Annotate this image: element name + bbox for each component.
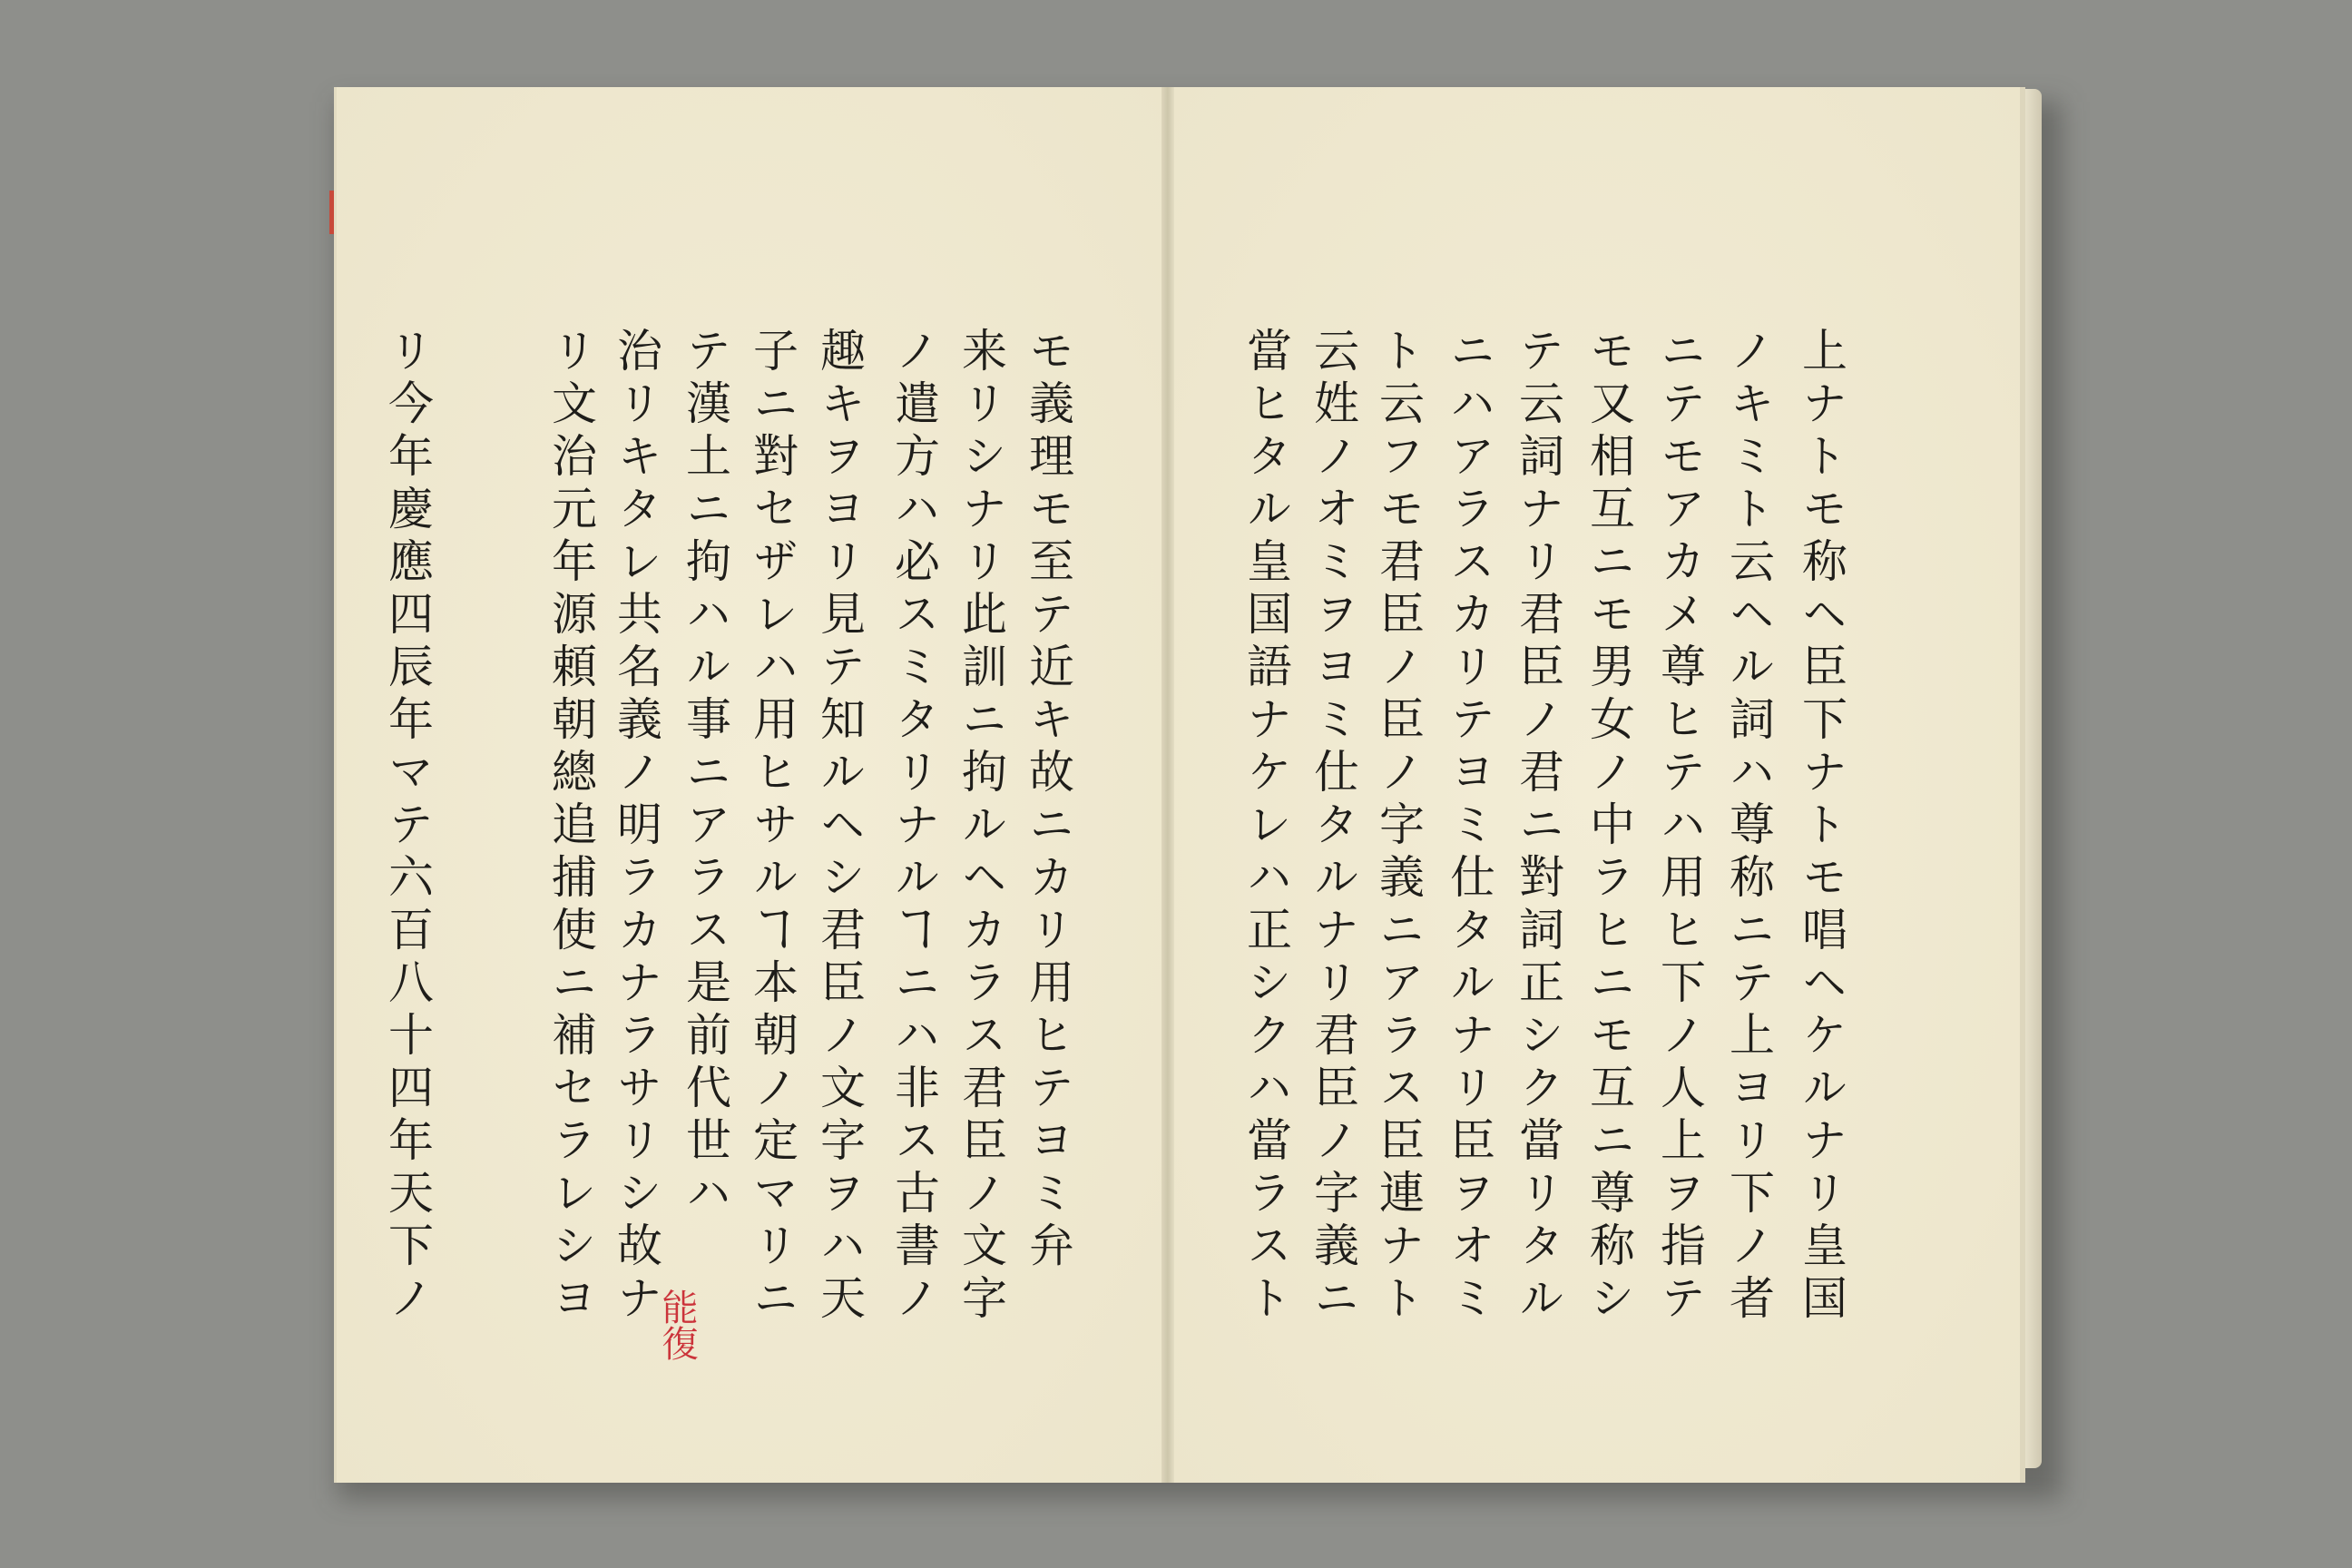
left-column-4: 趣キヲヨリ見テ知ルヘシ君臣ノ文字ヲハ天 (813, 327, 866, 1327)
right-column-8: 云姓ノオミヲヨミ仕タルナリ君臣ノ字義ニ (1307, 327, 1359, 1327)
left-column-5: 子ニ對セザレハ用ヒサルヿ本朝ノ定マリニ (746, 327, 799, 1327)
right-column-2: ノキミト云ヘル詞ハ尊称ニテ上ヨリ下ノ者 (1722, 327, 1775, 1327)
right-column-3: ニテモアカメ尊ヒテハ用ヒ下ノ人上ヲ指テ (1653, 327, 1706, 1327)
left-column-1: モ義理モ至テ近キ故ニカリ用ヒテヨミ弁 (1022, 327, 1074, 1274)
right-column-1: 上ナトモ称ヘ臣下ナトモ唱ヘケルナリ皇国 (1795, 327, 1847, 1327)
left-column-6: テ漢土ニ拘ハル事ニアラス是前代世ハ (679, 327, 731, 1221)
left-column-3: ノ遣方ハ必スミタリナルヿニハ非ス古書ノ (887, 327, 940, 1327)
red-seal-stamp: 能復 (656, 1289, 698, 1361)
left-column-8: リ文治元年源頼朝總追捕使ニ補セラレシヨ (544, 327, 597, 1327)
right-column-6: ニハアラスカリテヨミ仕タルナリ臣ヲオミ (1443, 327, 1495, 1327)
right-column-7: ト云フモ君臣ノ臣ノ字義ニアラス臣連ナト (1372, 327, 1425, 1327)
book-gutter (1161, 87, 1174, 1483)
right-column-4: モ又相互ニモ男女ノ中ラヒニモ互ニ尊称シ (1583, 327, 1635, 1327)
left-column-9: リ今年慶應四辰年マテ六百八十四年天下ノ (381, 327, 434, 1327)
red-edge-mark (329, 191, 334, 234)
right-column-5: テ云詞ナリ君臣ノ君ニ對詞正シク當リタル (1512, 327, 1564, 1327)
right-column-9: 當ヒタル皇国語ナケレハ正シクハ當ラスト (1240, 327, 1292, 1327)
left-column-7: 治リキタレ共名義ノ明ラカナラサリシ故ナ (610, 327, 662, 1327)
left-column-2: 来リシナリ此訓ニ拘ルヘカラス君臣ノ文字 (955, 327, 1007, 1327)
